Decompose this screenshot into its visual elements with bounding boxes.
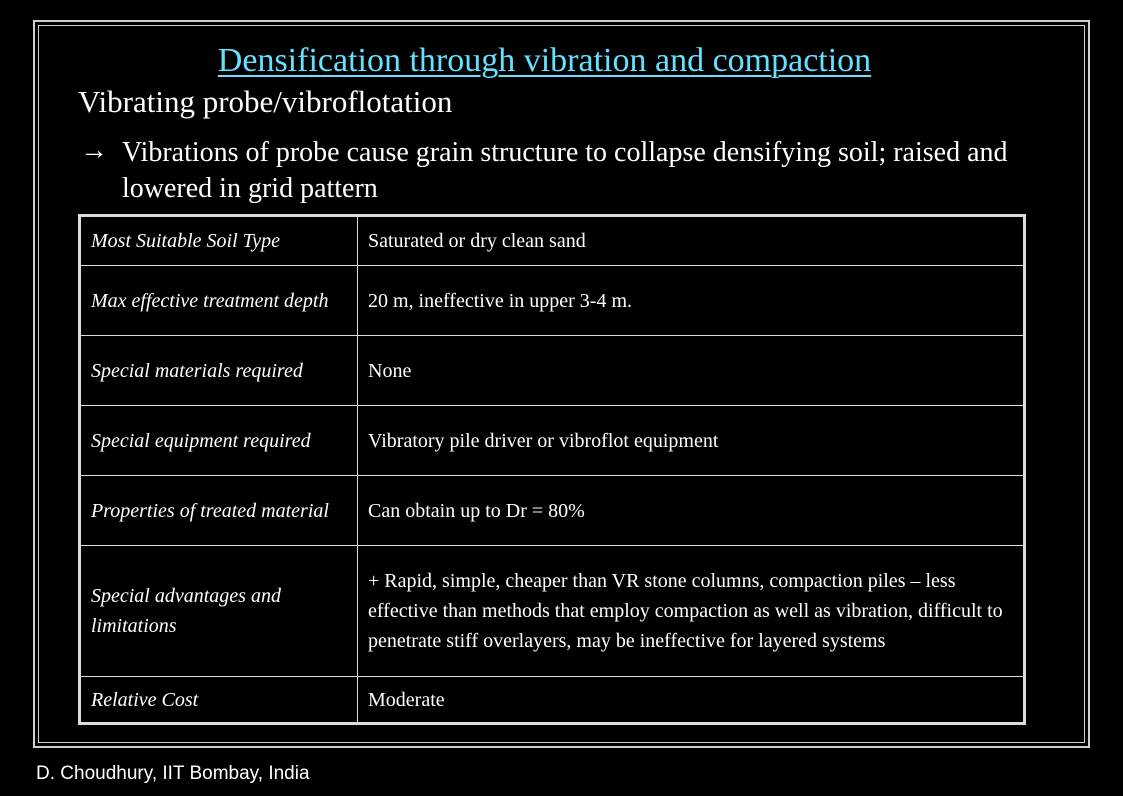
table-row (80, 546, 1025, 677)
row-key: Relative Cost (80, 677, 358, 724)
slide-subtitle: Vibrating probe/vibroflotation (78, 84, 453, 119)
row-value: + Rapid, simple, cheaper than VR stone columns, compaction piles – less effective than methods that employ compaction as well as vibration, difficult to penetrate stiff overlayers, may be ineffective for layered systems (358, 546, 1025, 677)
row-value: 20 m, ineffective in upper 3-4 m. (358, 266, 1025, 336)
table-row (80, 266, 1025, 336)
table-row (80, 677, 1025, 724)
table-row (80, 406, 1025, 476)
row-key: Max effective treatment depth (80, 266, 358, 336)
table-row (80, 216, 1025, 266)
table-row (80, 476, 1025, 546)
row-key: Special equipment required (80, 406, 358, 476)
table-row (80, 336, 1025, 406)
row-value: Saturated or dry clean sand (358, 216, 1025, 266)
bullet-text: Vibrations of probe cause grain structure to collapse densifying soil; raised and lowered in grid pattern (122, 137, 1008, 204)
slide-title: Densification through vibration and compaction (217, 42, 872, 79)
row-value: Can obtain up to Dr = 80% (358, 476, 1025, 546)
bullet-arrow-icon: → (80, 135, 108, 166)
row-key: Special advantages and limitations (80, 546, 358, 677)
row-key: Most Suitable Soil Type (80, 216, 358, 266)
row-key: Properties of treated material (80, 476, 358, 546)
footer-credit: D. Choudhury, IIT Bombay, India (36, 763, 310, 784)
row-key: Special materials required (80, 336, 358, 406)
row-value: Vibratory pile driver or vibroflot equipment (358, 406, 1025, 476)
row-value: None (358, 336, 1025, 406)
properties-table (78, 214, 1026, 725)
row-value: Moderate (358, 677, 1025, 724)
